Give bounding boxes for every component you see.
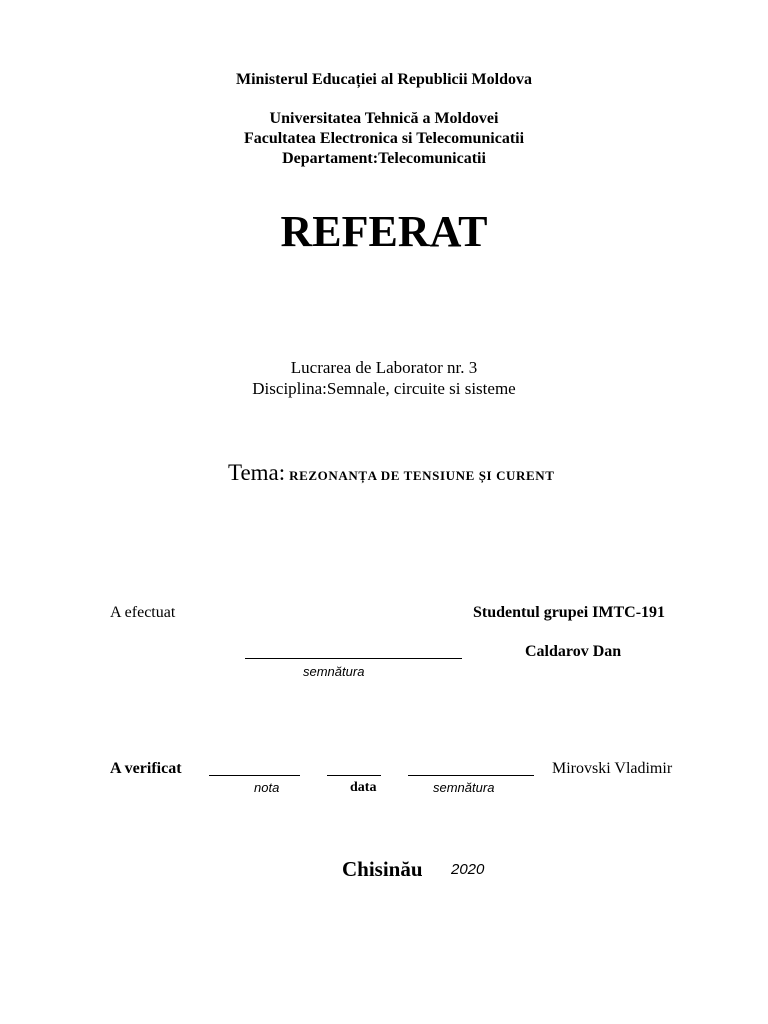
year: 2020 [451, 861, 485, 878]
university-name: Universitatea Tehnică a Moldovei [269, 110, 499, 127]
teacher-signature-note: semnătura [433, 780, 495, 795]
ministry-name: Ministerul Educației al Republicii Moldova [235, 71, 532, 88]
performed-label: A efectuat [110, 604, 176, 621]
city-name: Chisinău [342, 857, 423, 881]
date-line [327, 775, 381, 776]
verified-label: A verificat [110, 760, 182, 777]
grade-note: nota [254, 780, 280, 795]
theme-value: REZONANȚA DE TENSIUNE ȘI CURENT [289, 468, 555, 483]
faculty-name: Facultatea Electronica si Telecomunicatii [243, 130, 525, 147]
department-name: Departament:Telecomunicatii [282, 150, 486, 167]
student-signature-line [245, 658, 462, 659]
theme-label: Tema: [228, 460, 286, 485]
student-name: Caldarov Dan [525, 643, 622, 660]
student-group: Studentul grupei IMTC-191 [473, 604, 666, 621]
discipline-name: Disciplina:Semnale, circuite si sisteme [252, 379, 516, 398]
teacher-name: Mirovski Vladimir [552, 760, 673, 777]
date-note: data [350, 780, 377, 795]
teacher-signature-line [408, 775, 534, 776]
student-signature-note: semnătura [303, 664, 365, 679]
theme-line [228, 459, 555, 487]
lab-work-number: Lucrarea de Laborator nr. 3 [290, 358, 478, 377]
document-title: REFERAT [280, 207, 488, 256]
grade-line [209, 775, 300, 776]
